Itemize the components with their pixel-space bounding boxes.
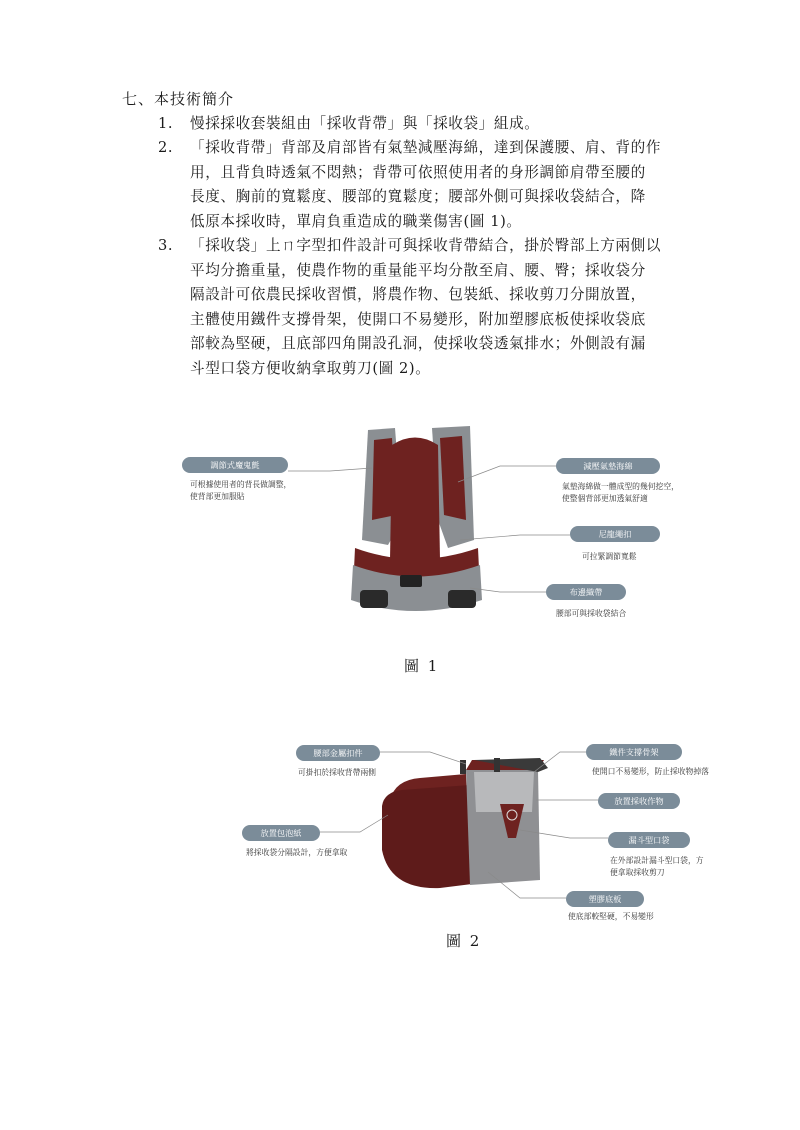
callout-iron-frame: [586, 744, 709, 777]
callout-pressure-foam: [556, 458, 679, 503]
text-line: 低原本採收時，單肩負重造成的職業傷害(圖 1)。: [190, 212, 522, 230]
callout-label: 塑膠底板: [588, 894, 622, 904]
callout-label: 尼龍繩扣: [598, 529, 632, 539]
text-line: 隔設計可依農民採收習慣，將農作物、包裝紙、採收剪刀分開放置，: [190, 286, 646, 303]
callout-label: 鐵件支撐骨架: [609, 747, 659, 757]
callout-desc: 便拿取採收剪刀: [610, 868, 665, 877]
callout-label: 放置包泡紙: [260, 828, 302, 838]
callout-plastic-base: [566, 891, 654, 922]
callout-webbing: [546, 584, 626, 618]
callout-metal-buckle: [296, 745, 380, 777]
text-line: 部較為堅硬，且底部四角開設孔洞，使採收袋透氣排水；外側設有漏: [190, 335, 646, 352]
figure-2-caption: 圖 2: [446, 932, 482, 950]
bag-illustration: [382, 758, 548, 888]
callout-desc: 氣墊海綿做一體成型的幾何挖空，: [562, 482, 679, 491]
callout-desc: 在外部設計漏斗型口袋，方: [610, 856, 704, 865]
callout-bubble-wrap: [242, 825, 348, 858]
item-number: 3.: [158, 237, 174, 254]
section-title: 七、本技術簡介: [122, 90, 235, 108]
text-line: 斗型口袋方便收納拿取剪刀(圖 2)。: [190, 359, 431, 377]
callout-label: 減壓氣墊海綿: [583, 461, 633, 471]
figure-1-caption: 圖 1: [404, 657, 440, 675]
callout-desc: 可掛扣於採收背帶兩側: [298, 768, 376, 777]
text-line: 「採收背帶」背部及肩部皆有氣墊減壓海綿，達到保護腰、肩、背的作: [190, 139, 662, 156]
callout-desc: 腰部可與採收袋結合: [556, 609, 627, 618]
text-line: 主體使用鐵件支撐骨架，使開口不易變形，附加塑膠底板使採收袋底: [190, 310, 646, 328]
callout-desc: 使開口不易變形，防止採收物掉落: [592, 767, 709, 776]
text-line: 慢採採收套裝組由「採收背帶」與「採收袋」組成。: [190, 115, 540, 132]
callout-desc: 使底部較堅硬，不易變形: [568, 912, 654, 921]
callout-crop-storage: [598, 793, 680, 809]
callout-label: 腰部金屬扣件: [313, 748, 363, 758]
callout-desc: 可拉緊調節寬鬆: [582, 552, 637, 561]
callout-funnel-pocket: [608, 832, 704, 877]
callout-desc: 可根據使用者的背長做調整，: [190, 480, 292, 489]
callout-desc: 使背部更加服貼: [190, 492, 245, 501]
text-line: 長度、胸前的寬鬆度、腰部的寬鬆度；腰部外側可與採收袋結合，降: [190, 188, 646, 205]
text-line: 「採收袋」上ㄇ字型扣件設計可與採收背帶結合，掛於臀部上方兩側以: [190, 237, 662, 254]
callout-label: 布邊織帶: [569, 587, 603, 597]
callout-label: 放置採收作物: [614, 796, 664, 806]
callout-label: 調節式魔鬼氈: [210, 460, 260, 470]
callout-desc: 使整個背部更加透氣舒適: [562, 494, 648, 503]
callout-nylon-buckle: [570, 526, 660, 561]
callout-desc: 將採收袋分隔設計，方便拿取: [246, 848, 348, 857]
item-number: 2.: [158, 139, 174, 156]
text-line: 用，且背負時透氣不悶熱；背帶可依照使用者的身形調節肩帶至腰的: [190, 163, 646, 181]
item-number: 1.: [158, 115, 174, 132]
callout-adjustable-velcro: [182, 457, 291, 501]
text-line: 平均分擔重量，使農作物的重量能平均分散至肩、腰、臀；採收袋分: [190, 261, 646, 279]
harness-illustration: [351, 426, 482, 611]
callout-label: 漏斗型口袋: [628, 835, 670, 845]
